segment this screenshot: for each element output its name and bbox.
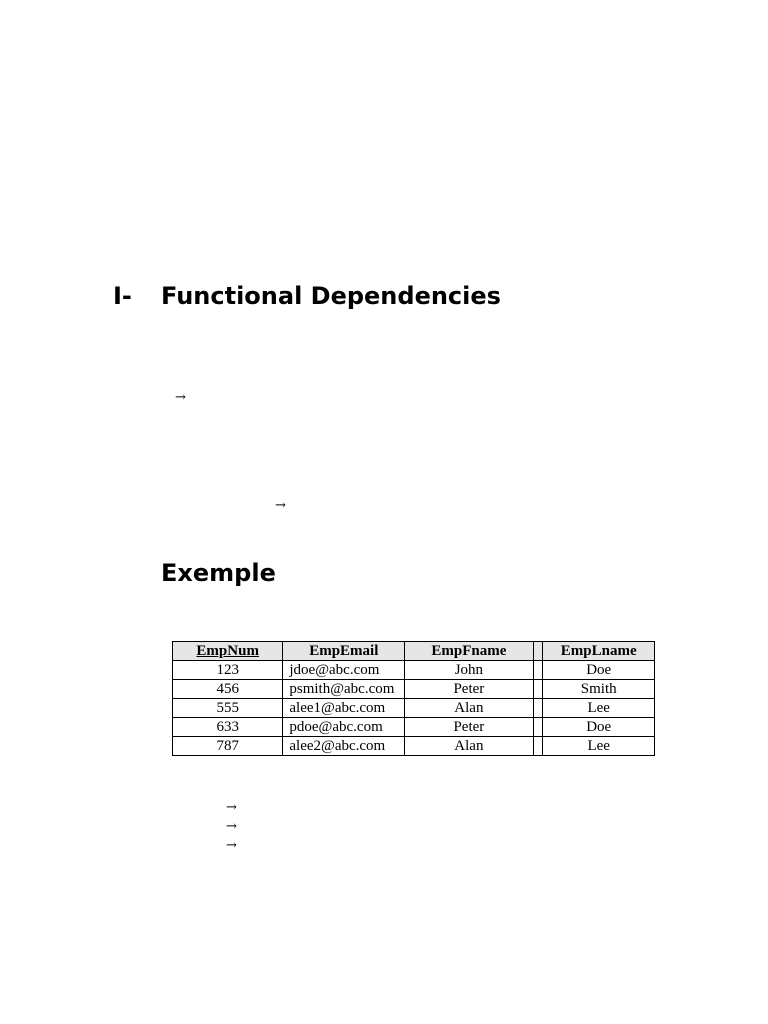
employee-table [172,641,655,756]
table-row [173,680,655,699]
arrow-symbol: → [226,838,237,853]
cell-empemail: alee2@abc.com [283,737,405,756]
cell-empemail: jdoe@abc.com [283,661,405,680]
section-heading [113,280,501,312]
cell-emplname: Doe [543,661,655,680]
cell-empemail: psmith@abc.com [283,680,405,699]
cell-empfname: Peter [405,718,533,737]
column-spacer [533,642,543,661]
cell-empnum: 123 [173,661,283,680]
cell-empfname: Alan [405,699,533,718]
cell-empemail: pdoe@abc.com [283,718,405,737]
cell-emplname: Doe [543,718,655,737]
table-row [173,661,655,680]
section-number: I- [113,282,132,310]
cell-empnum: 633 [173,718,283,737]
column-spacer [533,680,543,699]
example-heading: Exemple [161,559,276,587]
arrow-symbol: → [175,390,186,405]
arrow-symbol: → [226,819,237,834]
column-header-empnum: EmpNum [173,642,283,661]
cell-empnum: 555 [173,699,283,718]
section-title: Functional Dependencies [161,282,501,310]
column-header-empemail: EmpEmail [283,642,405,661]
cell-emplname: Smith [543,680,655,699]
column-header-empfname: EmpFname [405,642,533,661]
arrow-symbol: → [275,498,286,513]
table-row [173,699,655,718]
table-header-row [173,642,655,661]
cell-emplname: Lee [543,737,655,756]
table-row [173,737,655,756]
column-spacer [533,737,543,756]
table-row [173,718,655,737]
column-spacer [533,718,543,737]
cell-empfname: John [405,661,533,680]
column-header-emplname: EmpLname [543,642,655,661]
cell-empemail: alee1@abc.com [283,699,405,718]
column-spacer [533,661,543,680]
cell-emplname: Lee [543,699,655,718]
cell-empfname: Peter [405,680,533,699]
column-spacer [533,699,543,718]
cell-empfname: Alan [405,737,533,756]
cell-empnum: 456 [173,680,283,699]
cell-empnum: 787 [173,737,283,756]
arrow-symbol: → [226,800,237,815]
